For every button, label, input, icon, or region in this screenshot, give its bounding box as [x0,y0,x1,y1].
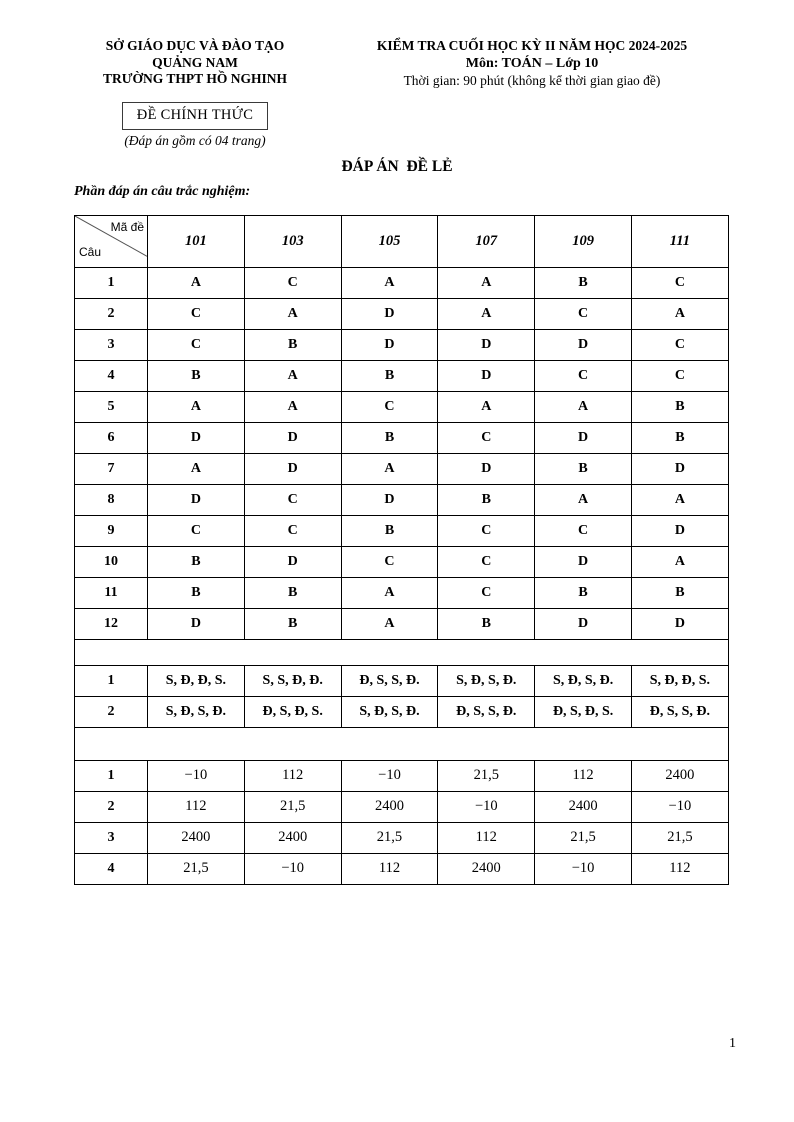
issuing-organization-block [74,38,316,149]
answer-cell: B [631,422,728,453]
answer-cell: B [631,391,728,422]
answer-cell: B [341,515,438,546]
answer-cell: C [535,298,632,329]
page-number: 1 [729,1036,736,1051]
answer-cell: B [631,577,728,608]
answer-cell: 21,5 [535,822,632,853]
corner-label-question: Câu [79,244,102,259]
question-number: 2 [75,696,148,727]
answer-cell: −10 [341,760,438,791]
answer-cell: A [148,391,245,422]
question-number: 3 [75,822,148,853]
answer-cell: C [244,267,341,298]
answer-cell: D [341,329,438,360]
exam-code-header: 109 [535,215,632,267]
answer-cell: S, Đ, Đ, S. [148,665,245,696]
answer-cell: B [148,577,245,608]
answer-cell: S, Đ, S, Đ. [535,665,632,696]
answer-cell: C [631,267,728,298]
answer-cell: C [148,329,245,360]
exam-code-header: 101 [148,215,245,267]
section-label: Phần đáp án câu trắc nghiệm: [74,183,251,199]
answer-cell: A [438,391,535,422]
answer-cell: B [535,577,632,608]
answer-cell: 21,5 [631,822,728,853]
question-number: 4 [75,360,148,391]
official-exam-stamp: ĐỀ CHÍNH THỨC [122,102,268,130]
answer-cell: A [341,267,438,298]
multiple-choice-row [75,391,729,422]
answer-cell: Đ, S, S, Đ. [438,696,535,727]
question-number: 5 [75,391,148,422]
separator-row [75,727,729,760]
question-number: 2 [75,298,148,329]
answer-cell: 21,5 [244,791,341,822]
separator-row [75,639,729,665]
exam-code-header: 111 [631,215,728,267]
multiple-choice-row [75,515,729,546]
answer-cell: A [631,484,728,515]
answer-cell: 112 [148,791,245,822]
corner-cell [75,215,148,267]
answer-cell: B [438,484,535,515]
answer-cell: D [438,329,535,360]
exam-title: KIỂM TRA CUỐI HỌC KỲ II NĂM HỌC 2024-2025 [376,38,688,53]
answer-cell: −10 [244,853,341,884]
exam-code-header: 105 [341,215,438,267]
answer-cell: S, Đ, S, Đ. [438,665,535,696]
short-answer-row [75,822,729,853]
answer-cell: 112 [244,760,341,791]
answer-cell: B [438,608,535,639]
answer-cell: D [438,360,535,391]
short-answer-row [75,760,729,791]
answer-cell: B [244,608,341,639]
multiple-choice-row [75,422,729,453]
answer-cell: Đ, S, Đ, S. [244,696,341,727]
answer-cell: B [148,360,245,391]
question-number: 12 [75,608,148,639]
multiple-choice-row [75,608,729,639]
answer-cell: C [341,391,438,422]
question-number: 1 [75,665,148,696]
corner-label-exam-code: Mã đề [110,219,144,234]
answer-cell: A [244,360,341,391]
answer-cell: D [631,453,728,484]
answer-cell: C [438,422,535,453]
multiple-choice-row [75,360,729,391]
answer-cell: B [535,267,632,298]
exam-duration: Thời gian: 90 phút (không kể thời gian giao đề) [403,72,661,88]
answer-cell: A [244,391,341,422]
answer-cell: B [341,422,438,453]
answer-cell: 21,5 [341,822,438,853]
answer-cell: C [244,484,341,515]
answer-cell: C [631,329,728,360]
answer-cell: 2400 [631,760,728,791]
answer-cell: C [535,515,632,546]
question-number: 2 [75,791,148,822]
answer-key-table [74,215,729,885]
exam-info-block [334,38,730,89]
answer-cell: Đ, S, S, Đ. [341,665,438,696]
answer-cell: 112 [631,853,728,884]
question-number: 1 [75,267,148,298]
question-number: 11 [75,577,148,608]
answer-pages-note: (Đáp án gồm có 04 trang) [124,132,266,148]
department-name: SỞ GIÁO DỤC VÀ ĐÀO TẠO [105,38,285,53]
province-name: QUẢNG NAM [152,54,238,70]
separator-cell [75,639,729,665]
separator-cell [75,727,729,760]
answer-cell: −10 [631,791,728,822]
question-number: 8 [75,484,148,515]
true-false-row [75,665,729,696]
school-name: TRƯỜNG THPT HỒ NGHINH [103,71,287,86]
table-header-row [75,215,729,267]
answer-cell: D [341,484,438,515]
answer-cell: A [341,453,438,484]
answer-cell: 112 [535,760,632,791]
question-number: 10 [75,546,148,577]
answer-cell: A [438,298,535,329]
answer-cell: D [148,484,245,515]
answer-cell: D [631,515,728,546]
short-answer-row [75,853,729,884]
multiple-choice-row [75,267,729,298]
answer-cell: B [535,453,632,484]
answer-cell: S, S, Đ, Đ. [244,665,341,696]
answer-cell: D [535,546,632,577]
answer-cell: D [244,453,341,484]
answer-cell: B [244,329,341,360]
answer-cell: C [244,515,341,546]
exam-code-header: 103 [244,215,341,267]
answer-cell: D [341,298,438,329]
answer-cell: C [148,515,245,546]
answer-cell: 2400 [341,791,438,822]
answer-cell: Đ, S, Đ, S. [535,696,632,727]
answer-cell: D [438,453,535,484]
answer-cell: D [631,608,728,639]
answer-cell: A [341,608,438,639]
answer-cell: D [244,422,341,453]
answer-cell: B [341,360,438,391]
multiple-choice-row [75,453,729,484]
multiple-choice-row [75,298,729,329]
question-number: 1 [75,760,148,791]
answer-cell: D [148,608,245,639]
answer-cell: −10 [148,760,245,791]
multiple-choice-row [75,577,729,608]
document-header [0,0,794,149]
answer-cell: C [341,546,438,577]
answer-cell: B [244,577,341,608]
answer-cell: S, Đ, Đ, S. [631,665,728,696]
answer-cell: 2400 [535,791,632,822]
exam-subject: Môn: TOÁN – Lớp 10 [465,55,599,71]
answer-cell: A [631,298,728,329]
answer-cell: A [244,298,341,329]
multiple-choice-row [75,546,729,577]
answer-cell: 2400 [438,853,535,884]
answer-cell: D [148,422,245,453]
answer-cell: S, Đ, S, Đ. [341,696,438,727]
answer-cell: −10 [438,791,535,822]
answer-cell: A [438,267,535,298]
answer-cell: A [535,484,632,515]
answer-cell: −10 [535,853,632,884]
answer-cell: 112 [341,853,438,884]
answer-cell: S, Đ, S, Đ. [148,696,245,727]
answer-cell: A [535,391,632,422]
answer-cell: A [341,577,438,608]
answer-cell: C [148,298,245,329]
answer-cell: D [244,546,341,577]
exam-code-header: 107 [438,215,535,267]
answer-cell: 21,5 [438,760,535,791]
answer-cell: 2400 [148,822,245,853]
answer-cell: A [631,546,728,577]
short-answer-row [75,791,729,822]
answer-cell: 112 [438,822,535,853]
answer-cell: D [535,329,632,360]
question-number: 7 [75,453,148,484]
question-number: 3 [75,329,148,360]
answer-cell: A [148,267,245,298]
answer-cell: C [438,577,535,608]
question-number: 4 [75,853,148,884]
multiple-choice-row [75,329,729,360]
true-false-row [75,696,729,727]
answer-cell: D [535,422,632,453]
answer-cell: B [148,546,245,577]
answer-cell: Đ, S, S, Đ. [631,696,728,727]
answer-cell: C [438,515,535,546]
answer-cell: C [438,546,535,577]
multiple-choice-row [75,484,729,515]
answer-cell: 21,5 [148,853,245,884]
answer-cell: C [631,360,728,391]
question-number: 6 [75,422,148,453]
answer-cell: A [148,453,245,484]
answer-cell: D [535,608,632,639]
question-number: 9 [75,515,148,546]
answer-cell: C [535,360,632,391]
answer-cell: 2400 [244,822,341,853]
page-title: ĐÁP ÁN ĐỀ LẺ [341,157,453,175]
